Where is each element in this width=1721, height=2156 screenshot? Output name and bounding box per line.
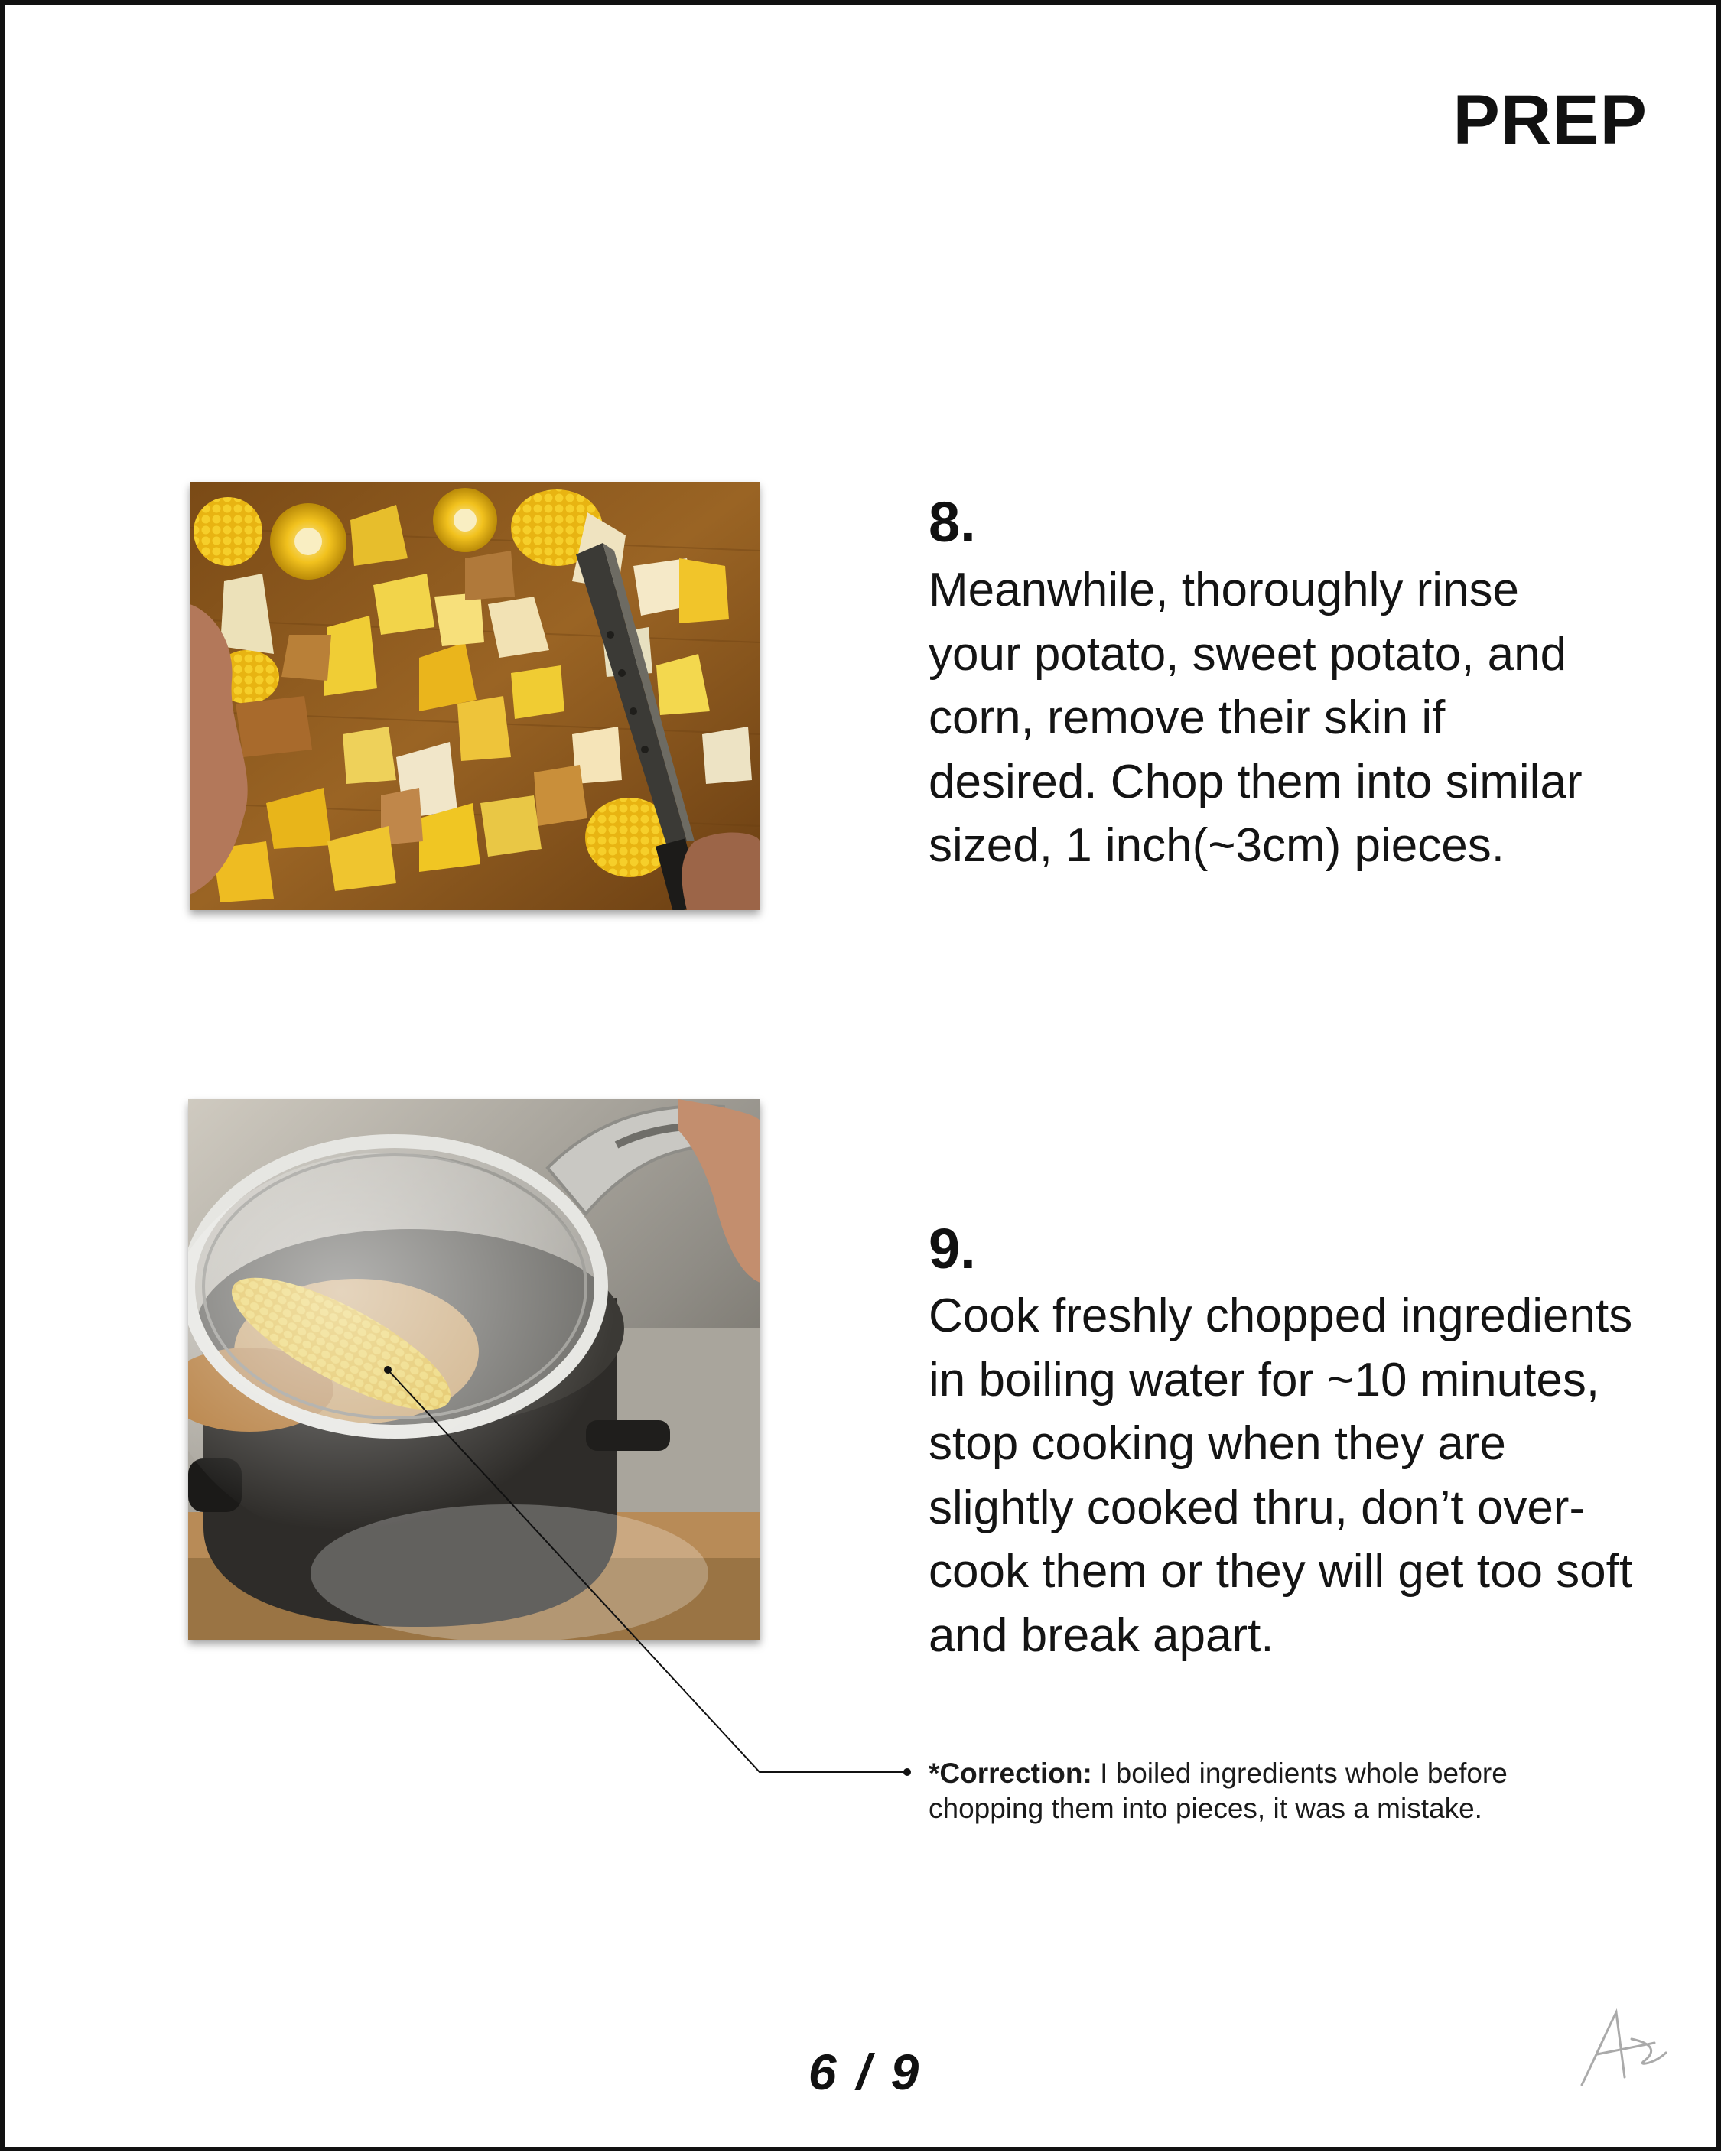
- page-number: 6 / 9: [808, 2044, 922, 2100]
- step-9-text: Cook freshly chopped ingredients in boiling water for ~10 minutes, stop cooking when they are slightly cooked thru, don’t over-cook them or they will get too soft and break apart.: [929, 1289, 1633, 1662]
- correction-label: *Correction:: [929, 1758, 1092, 1789]
- correction-text: I boiled ingredients whole before chopping them into pieces, it was a mistake.: [929, 1758, 1508, 1824]
- chopped-vegetables-photo: [190, 482, 760, 910]
- author-signature-logo: [1574, 2008, 1674, 2093]
- correction-note: [929, 1756, 1617, 1826]
- step-8-number: 8.: [929, 490, 976, 554]
- boiling-pot-photo: [188, 1099, 760, 1640]
- step-9-number: 9.: [929, 1217, 976, 1280]
- step-8-text: Meanwhile, thoroughly rinse your potato, sweet potato, and corn, remove their skin if desired. Chop them into similar sized, 1 inch(~3cm) pieces.: [929, 564, 1583, 872]
- correction-leader-line: [5, 5, 1721, 2156]
- section-title: PREP: [1453, 81, 1648, 159]
